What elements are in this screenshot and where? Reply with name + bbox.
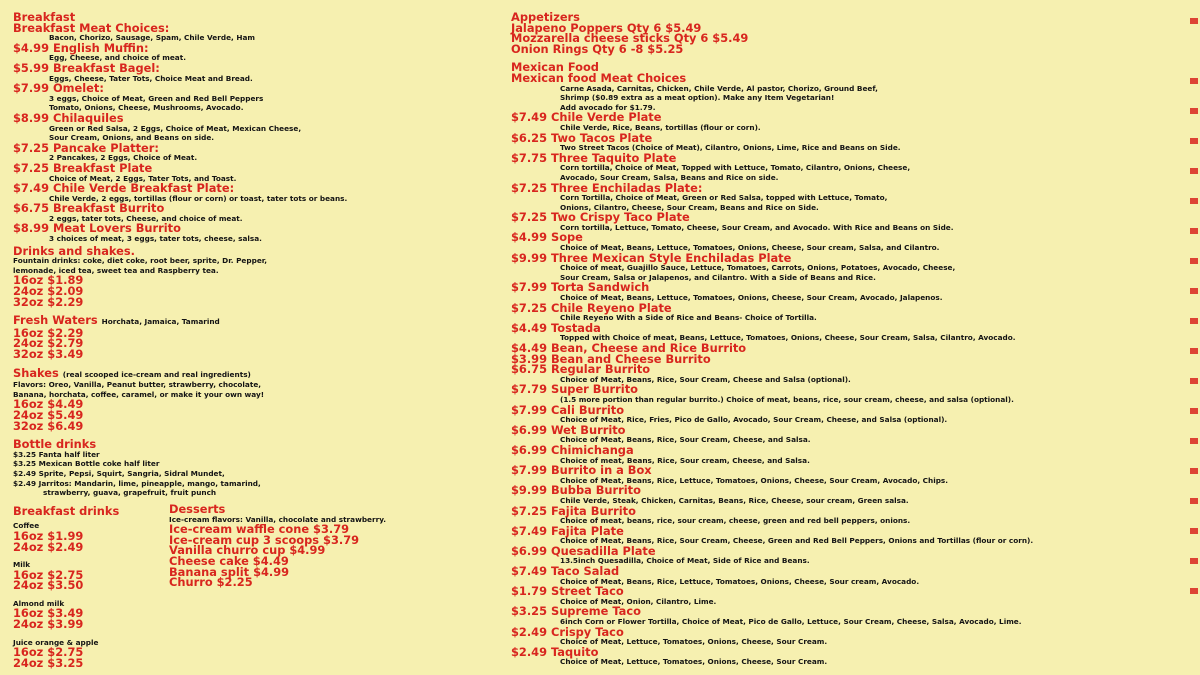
size-price: 24oz $2.09 [13, 284, 84, 299]
size-price: 32oz $2.29 [13, 294, 84, 309]
menu-item-desc: Choice of Meat, Beans, Rice, Sour Cream, Cheese, and Salsa. [560, 435, 811, 445]
mexican-items [511, 112, 1181, 667]
mexican-meat-desc: Add avocado for $1.79. [560, 102, 656, 112]
menu-item-desc: Choice of meat, Beans, Rice, Sour cream, Cheese, and Salsa. [560, 455, 810, 465]
dessert-item: Vanilla churro cup $4.99 [169, 543, 326, 558]
menu-item-title: $9.99 Three Mexican Style Enchiladas Plate [511, 250, 792, 265]
size-price: 32oz $6.49 [13, 418, 84, 433]
menu-item-desc: Choice of Meat, Beans, Rice, Lettuce, Tomatoes, Onions, Cheese, Sour Cream, Avocado, Chips. [560, 475, 949, 485]
edge-fragment [1190, 498, 1198, 504]
section-title-fresh-waters: Fresh Waters [13, 313, 98, 328]
menu-item-title: $7.49 Taco Salad [511, 564, 620, 579]
fresh-waters-flavors: Horchata, Jamaica, Tamarind [101, 317, 220, 327]
menu-item-title: $7.49 Chile Verde Breakfast Plate: [13, 181, 235, 196]
menu-item-desc: Topped with Choice of meat, Beans, Lettuce, Tomatoes, Onions, Cheese, Sour Cream, Salsa, Cilantro, Avocado. [560, 333, 1016, 343]
edge-fragment [1190, 228, 1198, 234]
mexican-meat-heading: Mexican food Meat Choices [511, 70, 687, 85]
edge-fragment [1190, 138, 1198, 144]
menu-item-desc: Chile Reyeno With a Side of Rice and Beans- Choice of Tortilla. [560, 313, 817, 323]
menu-item-title: $8.99 Chilaquiles [13, 110, 124, 125]
edge-fragment [1190, 78, 1198, 84]
size-price: 16oz $2.75 [13, 567, 84, 582]
menu-item-desc: Egg, Cheese, and choice of meat. [49, 53, 186, 63]
edge-fragment [1190, 108, 1198, 114]
section-title-breakfast-drinks: Breakfast drinks [13, 503, 120, 518]
menu-item-desc: Green or Red Salsa, 2 Eggs, Choice of Meat, Mexican Cheese, [49, 123, 302, 133]
menu-item-desc: Choice of Meat, Beans, Lettuce, Tomatoes, Onions, Cheese, Sour cream, Salsa, and Cilantro. [560, 243, 940, 253]
size-price: 16oz $3.49 [13, 606, 84, 621]
menu-item-desc: 3 choices of meat, 3 eggs, tater tots, cheese, salsa. [49, 234, 262, 244]
dessert-item: Churro $2.25 [169, 575, 253, 590]
shakes-desc-line: Banana, horchata, coffee, caramel, or make it your own way! [13, 389, 265, 399]
dessert-item: Cheese cake $4.49 [169, 553, 289, 568]
size-price: 24oz $5.49 [13, 407, 84, 422]
section-title-drinks: Drinks and shakes. [13, 243, 135, 258]
menu-item-desc: Chile Verde, Steak, Chicken, Carnitas, Beans, Rice, Cheese, sour cream, Green salsa. [560, 495, 909, 505]
menu-item-title: $7.99 Cali Burrito [511, 402, 625, 417]
menu-item-title: $2.49 Crispy Taco [511, 624, 624, 639]
edge-fragment [1190, 318, 1198, 324]
size-price: 24oz $2.49 [13, 539, 84, 554]
menu-item-title: $7.25 Three Enchiladas Plate: [511, 180, 703, 195]
mexican-meat-desc: Carne Asada, Carnitas, Chicken, Chile Verde, Al pastor, Chorizo, Ground Beef, [560, 83, 878, 93]
menu-item-title: $4.99 English Muffin: [13, 40, 149, 55]
menu-item-desc: (1.5 more portion than regular burrito.) Choice of meat, beans, rice, sour cream, cheese, and salsa (optional). [560, 394, 1014, 404]
bottle-line: $2.49 Jarritos: Mandarin, lime, pineapple, mango, tamarind, [13, 478, 261, 488]
menu-item-desc: Choice of Meat, Beans, Rice, Sour Cream, Cheese and Salsa (optional). [560, 374, 851, 384]
menu-item-title: $7.79 Super Burrito [511, 382, 638, 397]
edge-fragment [1190, 438, 1198, 444]
menu-item-desc: Choice of Meat, Beans, Rice, Lettuce, Tomatoes, Onions, Cheese, Sour cream, Avocado. [560, 576, 920, 586]
menu-item-desc: 6inch Corn or Flower Tortilla, Choice of Meat, Pico de Gallo, Lettuce, Sour Cream, Cheese, Salsa, Avocado, Lime. [560, 617, 1022, 627]
menu-item-title: $3.25 Supreme Taco [511, 604, 641, 619]
size-price: 16oz $1.89 [13, 273, 84, 288]
section-title-breakfast: Breakfast [13, 10, 76, 24]
menu-item-title: $1.79 Street Taco [511, 584, 624, 599]
menu-item-desc: 3 eggs, Choice of Meat, Green and Red Bell Peppers [49, 93, 264, 103]
edge-fragment [1190, 348, 1198, 354]
size-price: 16oz $4.49 [13, 397, 84, 412]
menu-item-title: $6.99 Wet Burrito [511, 422, 626, 437]
menu-item-title: $7.99 Omelet: [13, 81, 104, 96]
appetizer-item: Jalapeno Poppers Qty 6 $5.49 [511, 20, 702, 35]
menu-item-desc: Choice of meat, Guajillo Sauce, Lettuce, Tomatoes, Carrots, Onions, Potatoes, Avocado, Cheese, [560, 263, 956, 273]
menu-item-title: $7.99 Torta Sandwich [511, 280, 650, 295]
menu-item-title: $7.25 Two Crispy Taco Plate [511, 210, 690, 225]
breakfast-items [13, 40, 483, 244]
menu-item-title: $6.75 Breakfast Burrito [13, 201, 165, 216]
edge-fragment [1190, 558, 1198, 564]
drinks-desc-line: Fountain drinks: coke, diet coke, root beer, sprite, Dr. Pepper, [13, 256, 268, 266]
bottle-line: $2.49 Sprite, Pepsi, Squirt, Sangria, Sidral Mundet, [13, 468, 225, 478]
shakes-desc-line: Flavors: Oreo, Vanilla, Peanut butter, strawberry, chocolate, [13, 380, 262, 390]
menu-item-title: $3.99 Bean and Cheese Burrito [511, 351, 711, 366]
menu-item-desc: Choice of Meat, Rice, Fries, Pico de Gallo, Avocado, Sour Cream, Cheese, and Salsa (optional). [560, 415, 948, 425]
appetizer-item: Onion Rings Qty 6 -8 $5.25 [511, 41, 684, 56]
section-title-shakes: Shakes [13, 365, 59, 380]
drink-label-milk: Milk [13, 560, 31, 570]
right-menu-column [511, 12, 1181, 667]
edge-fragment [1190, 408, 1198, 414]
menu-item-desc: Onions, Cilantro, Cheese, Sour Cream, Beans and Rice on Side. [560, 202, 819, 212]
shakes-note: (real scooped ice-cream and real ingredients) [62, 369, 251, 379]
menu-item-desc: Choice of Meat, Lettuce, Tomatoes, Onions, Cheese, Sour Cream. [560, 637, 828, 647]
menu-item-title: $6.75 Regular Burrito [511, 362, 651, 377]
section-title-appetizers: Appetizers [511, 10, 580, 24]
breakfast-meat-heading: Breakfast Meat Choices: [13, 20, 170, 35]
mexican-meat-desc: Shrimp ($0.89 extra as a meat option). Make any Item Vegetarian! [560, 93, 835, 103]
menu-item-desc: Choice of Meat, Lettuce, Tomatoes, Onions, Cheese, Sour Cream. [560, 657, 828, 667]
dessert-item: Ice-cream cup 3 scoops $3.79 [169, 532, 360, 547]
menu-item-desc: Sour Cream, Salsa or Jalapenos, and Cilantro. With a Side of Beans and Rice. [560, 272, 876, 282]
drink-label-juice: Juice orange & apple [13, 637, 99, 647]
menu-item-title: $7.25 Breakfast Plate [13, 160, 153, 175]
menu-item-title: $7.25 Fajita Burrito [511, 503, 636, 518]
desserts-desc: Ice-cream flavors: Vanilla, chocolate and strawberry. [169, 514, 387, 524]
size-price: 24oz $3.99 [13, 617, 84, 632]
menu-item-title: $6.99 Chimichanga [511, 442, 634, 457]
menu-item-desc: Corn Tortilla, Choice of Meat, Green or Red Salsa, topped with Lettuce, Tomato, [560, 193, 888, 203]
dessert-item: Banana split $4.99 [169, 564, 290, 579]
drink-label-coffee: Coffee [13, 521, 40, 531]
bottle-line: strawberry, guava, grapefruit, fruit punch [43, 488, 217, 498]
menu-item-title: $2.49 Taquito [511, 644, 599, 659]
menu-item-title: $7.75 Three Taquito Plate [511, 150, 677, 165]
size-price: 16oz $1.99 [13, 528, 84, 543]
bottle-line: $3.25 Fanta half liter [13, 449, 100, 459]
menu-item-title: $7.25 Pancake Platter: [13, 140, 159, 155]
edge-fragment [1190, 528, 1198, 534]
menu-item-desc: 2 Pancakes, 2 Eggs, Choice of Meat. [49, 153, 198, 163]
menu-item-desc: Choice of Meat, Beans, Rice, Sour Cream, Cheese, Green and Red Bell Peppers, Onions and Tortillas (flour or corn). [560, 536, 1034, 546]
desserts-section [169, 504, 386, 588]
menu-item-desc: Corn tortilla, Choice of Meat, Topped with Lettuce, Tomato, Cilantro, Onions, Cheese, [560, 163, 911, 173]
menu-item-desc: Avocado, Sour Cream, Salsa, Beans and Rice on side. [560, 172, 779, 182]
menu-item-desc: Choice of Meat, Onion, Cilantro, Lime. [560, 596, 717, 606]
section-title-bottle-drinks: Bottle drinks [13, 437, 97, 452]
dessert-item: Ice-cream waffle cone $3.79 [169, 522, 350, 537]
shakes-heading [13, 365, 483, 381]
menu-item-title: $7.49 Fajita Plate [511, 523, 624, 538]
menu-item-title: $5.99 Breakfast Bagel: [13, 60, 160, 75]
menu-item-title: $7.25 Chile Reyeno Plate [511, 300, 672, 315]
edge-fragment [1190, 588, 1198, 594]
menu-item-desc: 2 eggs, tater tots, Cheese, and choice of meat. [49, 213, 243, 223]
size-price: 16oz $2.29 [13, 325, 84, 340]
menu-item-desc: Two Street Tacos (Choice of Meat), Cilantro, Onions, Lime, Rice and Beans on Side. [560, 143, 901, 153]
edge-fragment [1190, 288, 1198, 294]
edge-fragment [1190, 198, 1198, 204]
drinks-desc-line: lemonade, iced tea, sweet tea and Raspberry tea. [13, 265, 219, 275]
section-title-mexican-food: Mexican Food [511, 60, 599, 75]
menu-item-desc: Choice of meat, beans, rice, sour cream, cheese, green and red bell peppers, onions. [560, 516, 911, 526]
menu-item-title: $6.25 Two Tacos Plate [511, 130, 653, 145]
section-title-desserts: Desserts [169, 502, 226, 516]
bottle-line: $3.25 Mexican Bottle coke half liter [13, 459, 160, 469]
size-price: 24oz $2.79 [13, 336, 84, 351]
fresh-waters-heading [13, 315, 483, 328]
menu-item-title: $9.99 Bubba Burrito [511, 483, 641, 498]
size-price: 32oz $3.49 [13, 347, 84, 361]
edge-fragment [1190, 378, 1198, 384]
menu-item-title: $4.99 Sope [511, 230, 583, 245]
size-price: 24oz $3.25 [13, 655, 84, 670]
appetizer-item: Mozzarella cheese sticks Qty 6 $5.49 [511, 31, 749, 46]
cropped-next-panel-edge [1186, 0, 1200, 675]
menu-item-desc: Eggs, Cheese, Tater Tots, Choice Meat and Bread. [49, 73, 253, 83]
menu-item-title: $4.49 Tostada [511, 320, 601, 335]
edge-fragment [1190, 258, 1198, 264]
drink-label-almond-milk: Almond milk [13, 598, 65, 608]
menu-item-desc: Choice of Meat, Beans, Lettuce, Tomatoes, Onions, Cheese, Sour Cream, Avocado, Jalapenos. [560, 293, 943, 303]
menu-item-title: $7.49 Chile Verde Plate [511, 110, 662, 125]
menu-item-title: $4.49 Bean, Cheese and Rice Burrito [511, 341, 747, 355]
menu-item-title: $6.99 Quesadilla Plate [511, 543, 656, 558]
menu-item-title: $8.99 Meat Lovers Burrito [13, 221, 181, 236]
menu-item-desc: Sour Cream, Onions, and Beans on side. [49, 133, 215, 143]
menu-item-desc: Chile Verde, 2 eggs, tortillas (flour or corn) or toast, tater tots or beans. [49, 193, 348, 203]
size-price: 24oz $3.50 [13, 578, 84, 593]
menu-item-desc: Corn tortilla, Lettuce, Tomato, Cheese, Sour Cream, and Avocado. With Rice and Beans on Side. [560, 222, 954, 232]
menu-item-title: $7.99 Burrito in a Box [511, 463, 652, 478]
menu-item-desc: 13.5inch Quesadilla, Choice of Meat, Side of Rice and Beans. [560, 556, 810, 566]
edge-fragment [1190, 168, 1198, 174]
menu-item-desc: Tomato, Onions, Cheese, Mushrooms, Avocado. [49, 103, 244, 113]
edge-fragment [1190, 468, 1198, 474]
size-price: 16oz $2.75 [13, 645, 84, 660]
breakfast-meat-choices: Bacon, Chorizo, Sausage, Spam, Chile Verde, Ham [49, 33, 255, 43]
edge-fragment [1190, 18, 1198, 24]
menu-item-desc: Choice of Meat, 2 Eggs, Tater Tots, and Toast. [49, 173, 237, 183]
menu-item-desc: Chile Verde, Rice, Beans, tortillas (flour or corn). [560, 122, 761, 132]
